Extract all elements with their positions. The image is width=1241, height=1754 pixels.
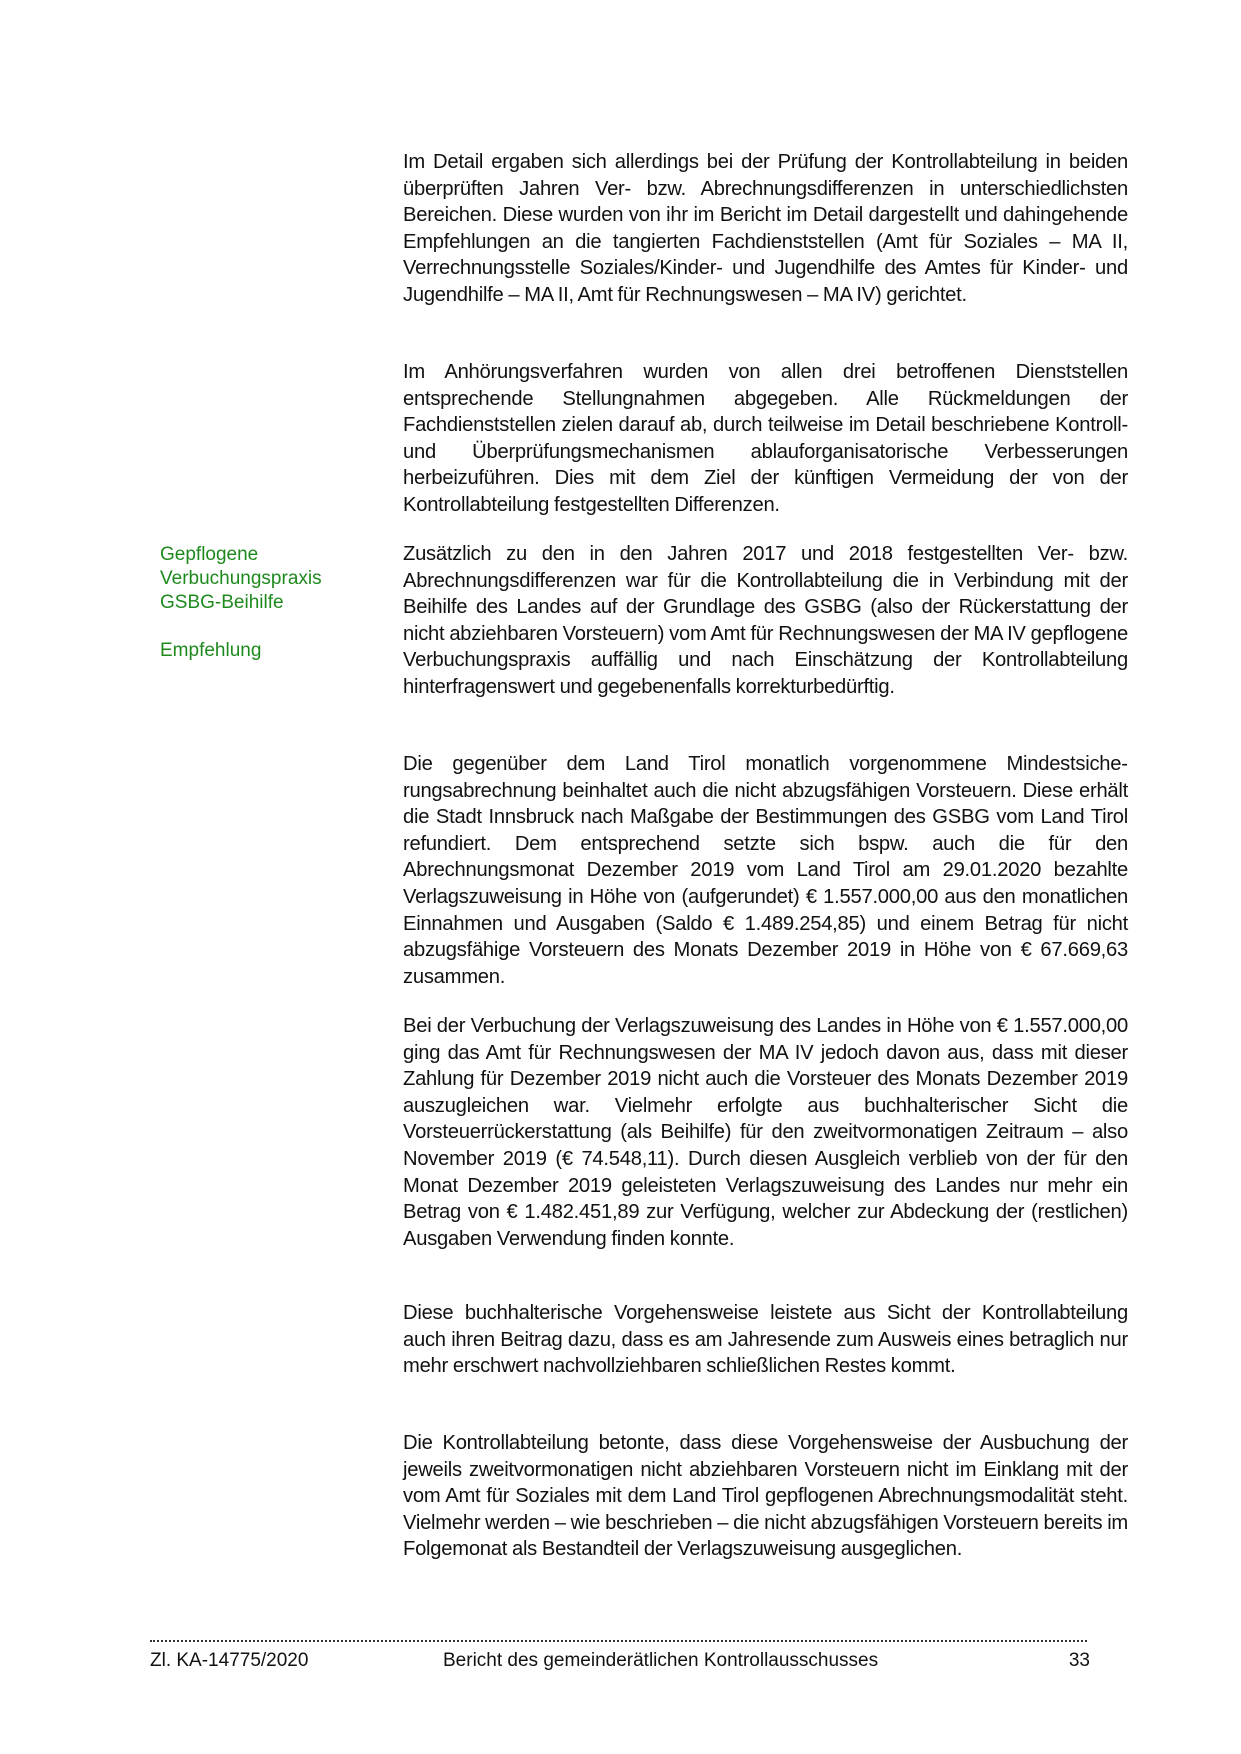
margin-notes [160,543,380,663]
paragraph-2: Im Anhörungsverfahren wurden von allen drei betroffenen Dienststellen entsprechende Stellungnahmen abgegeben. Alle Rückmeldungen der Fachdienststellen zielen darauf ab, durch teilweise im Detail beschriebene Kontroll- und Überprüfungsmechanismen ablauforganisatorische Verbesserungen herbeizuführen. Dies mit dem Ziel der künftigen Vermeidung der von der Kontrollabteilung festgestellten Differenzen. [403,361,1128,516]
margin-heading-line-2: Verbuchungspraxis [160,568,322,589]
margin-tag-recommendation: Empfehlung [160,640,262,661]
footer-reference: Zl. KA-14775/2020 [150,1650,309,1671]
paragraph-1: Im Detail ergaben sich allerdings bei der Prüfung der Kontrollabteilung in beiden überprüften Jahren Ver- bzw. Abrechnungsdifferenzen in unterschiedlichsten Bereichen. Diese wurden von ihr im Bericht im Detail dargestellt und dahingehende Empfehlungen an die tangierten Fachdienststellen (Amt für Soziales – MA II, Verrechnungsstelle Soziales/Kinder- und Jugendhilfe des Amtes für Kinder- und Jugendhilfe – MA II, Amt für Rechnungswesen – MA IV) gerichtet. [403,151,1128,306]
footer-title: Bericht des gemeinderätlichen Kontrollausschusses [443,1650,879,1671]
paragraph-3: Zusätzlich zu den in den Jahren 2017 und 2018 festgestellten Ver- bzw. Abrechnungsdifferenzen war für die Kontrollabteilung die in Verbindung mit der Beihilfe des Landes auf der Grundlage des GSBG (also der Rückerstattung der nicht abziehbaren Vorsteuern) vom Amt für Rechnungswesen der MA IV gepflogene Verbuchungspraxis auffällig und nach Einschätzung der Kontrollabteilung hinterfragenswert und gegebenenfalls korrekturbedürftig. [403,543,1128,698]
footer-divider [150,1640,1087,1642]
page-number: 33 [1068,1650,1090,1671]
page-footer [150,1648,1090,1674]
margin-heading-line-1: Gepflogene [160,544,259,565]
paragraph-6: Diese buchhalterische Vorgehensweise leistete aus Sicht der Kontrollabteilung auch ihren Beitrag dazu, dass es am Jahresende zum Ausweis eines betraglich nur mehr erschwert nachvollziehbaren schließlichen Restes kommt. [403,1302,1128,1378]
margin-spacer [160,615,380,639]
paragraph-7: Die Kontrollabteilung betonte, dass diese Vorgehensweise der Ausbuchung der jeweils zweitvormonatigen nicht abziehbaren Vorsteuern nicht im Einklang mit der vom Amt für Soziales mit dem Land Tirol gepflogenen Abrechnungsmodalität steht. Vielmehr werden – wie beschrieben – die nicht abzugsfähigen Vorsteuern bereits im Folgemonat als Bestandteil der Verlagszuweisung ausgeglichen. [403,1432,1128,1561]
margin-heading-line-3: GSBG-Beihilfe [160,592,284,613]
paragraph-4: Die gegenüber dem Land Tirol monatlich vorgenommene Mindestsicherungsabrechnung beinhaltet auch die nicht abzugsfähigen Vorsteuern. Diese erhält die Stadt Innsbruck nach Maßgabe der Bestimmungen des GSBG vom Land Tirol refundiert. Dem entsprechend setzte sich bspw. auch die für den Abrechnungsmonat Dezember 2019 vom Land Tirol am 29.01.2020 bezahlte Verlagszuweisung in Höhe von (aufgerundet) € 1.557.000,00 aus den monatlichen Einnahmen und Ausgaben (Saldo € 1.489.254,85) und einem Betrag für nicht abzugsfähige Vorsteuern des Monats Dezember 2019 in Höhe von € 67.669,63 zusammen. [403,753,1128,988]
paragraph-5: Bei der Verbuchung der Verlagszuweisung des Landes in Höhe von € 1.557.000,00 ging das Amt für Rechnungswesen der MA IV jedoch davon aus, dass mit dieser Zahlung für Dezember 2019 nicht auch die Vorsteuer des Monats Dezember 2019 auszugleichen war. Vielmehr erfolgte aus buchhalterischer Sicht die Vorsteuerrückerstattung (als Beihilfe) für den zweitvormonatigen Zeitraum – also November 2019 (€ 74.548,11). Durch diesen Ausgleich verblieb von der für den Monat Dezember 2019 geleisteten Verlagszuweisung des Landes nur mehr ein Betrag von € 1.482.451,89 zur Verfügung, welcher zur Abdeckung der (restlichen) Ausgaben Verwendung finden konnte. [403,1015,1128,1250]
